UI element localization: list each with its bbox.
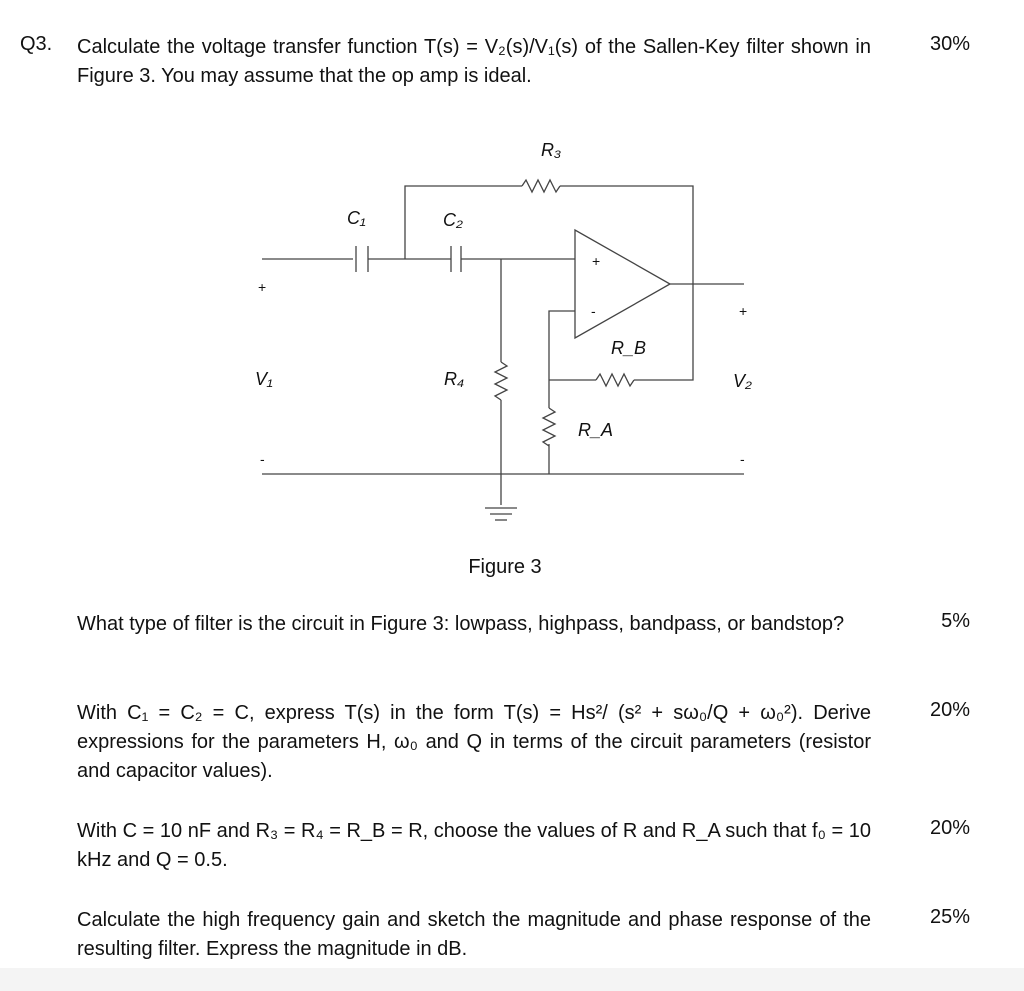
- part-3-weight: 20%: [929, 817, 970, 839]
- label-r3: R₃: [541, 140, 562, 160]
- part-3-text: With C = 10 nF and R₃ = R₄ = R_B = R, choose the values of R and R_A such that f₀ = 10 kHz and Q = 0.5.: [77, 820, 871, 871]
- resistor-r3: [522, 180, 560, 192]
- resistor-ra: [543, 408, 555, 446]
- part-4-text: Calculate the high frequency gain and sketch the magnitude and phase response of the resulting filter. Express the magnitude in dB.: [77, 909, 871, 960]
- part-4-weight: 25%: [929, 906, 970, 928]
- label-ra: R_A: [578, 420, 614, 440]
- wire-feedback-right: [560, 186, 693, 284]
- part-1-text: What type of filter is the circuit in Figure 3: lowpass, highpass, bandpass, or bandstop?: [77, 613, 845, 635]
- page-bottom-band: [0, 968, 1024, 991]
- wire-ground-drop: [501, 462, 549, 505]
- resistor-r4: [495, 362, 507, 400]
- part-2-weight: 20%: [929, 699, 970, 721]
- part-2-text: With C₁ = C₂ = C, express T(s) in the form T(s) = Hs²/ (s² + sω₀/Q + ω₀²). Derive expressions for the parameters H, ω₀ and Q in terms of the circuit parameters (resistor and capacitor values).: [77, 702, 871, 782]
- wire-inverting: [549, 311, 575, 380]
- label-v1-minus: -: [260, 451, 265, 467]
- intro-weight: 30%: [929, 33, 970, 55]
- wire-rb-right: [634, 284, 693, 380]
- label-r4: R₄: [444, 369, 465, 389]
- label-c1: C₁: [347, 208, 366, 228]
- part-1-weight: 5%: [941, 610, 970, 632]
- label-opamp-plus: +: [592, 253, 601, 269]
- resistor-rb: [596, 374, 634, 386]
- label-c2: C₂: [443, 210, 463, 230]
- question-intro: Calculate the voltage transfer function T(s) = V₂(s)/V₁(s) of the Sallen-Key filter shown in Figure 3. You may assume that the op amp is ideal.: [77, 36, 871, 87]
- label-opamp-minus: -: [591, 303, 596, 319]
- op-amp: [575, 230, 670, 338]
- label-v1-plus: +: [258, 279, 267, 295]
- label-rb: R_B: [611, 338, 647, 358]
- figure-caption: Figure 3: [468, 556, 542, 578]
- label-v2-plus: +: [739, 303, 748, 319]
- label-v2-minus: -: [740, 451, 745, 467]
- label-v1: V₁: [255, 369, 273, 389]
- wire-feedback-top: [405, 186, 522, 259]
- label-v2: V₂: [733, 371, 752, 391]
- question-number: Q3.: [20, 33, 53, 55]
